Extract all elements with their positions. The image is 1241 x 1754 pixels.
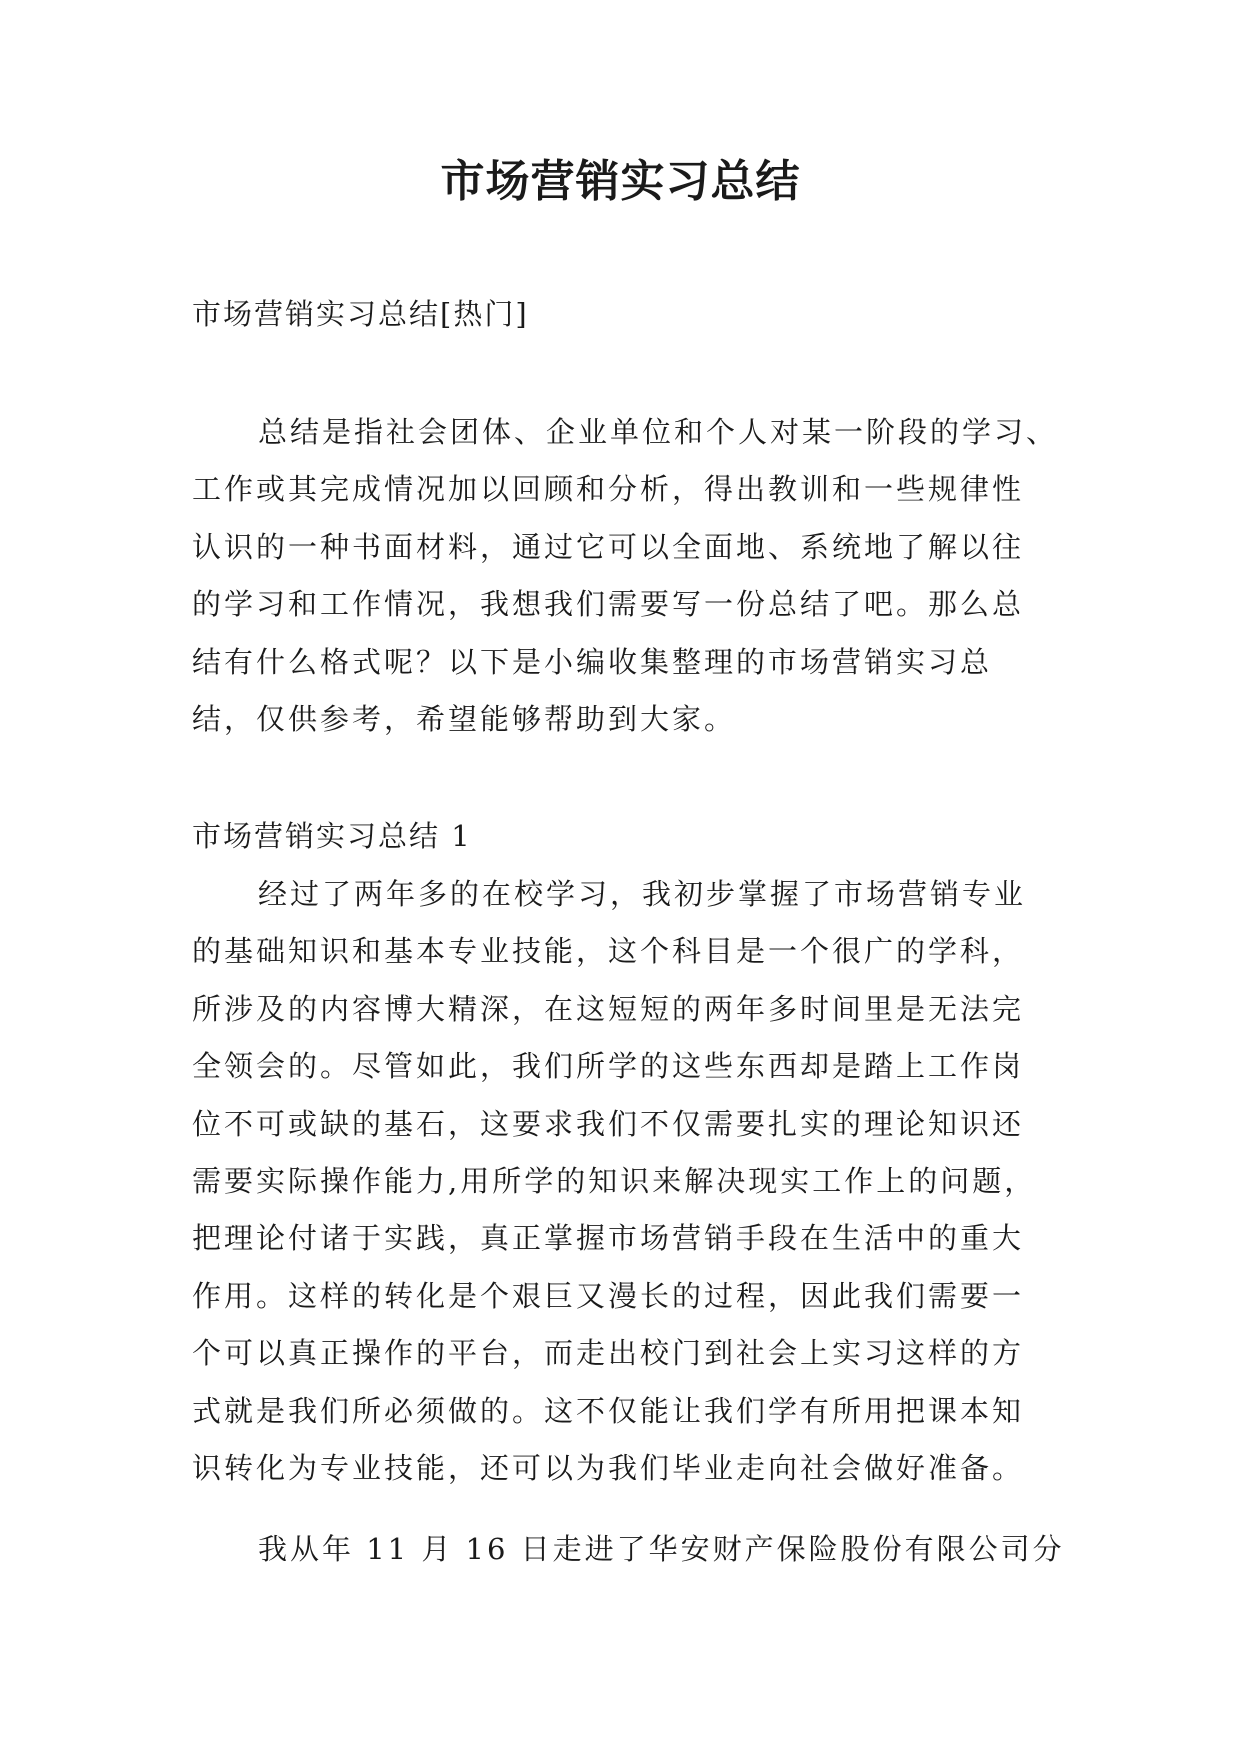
- section-paragraph: [192, 866, 1052, 1497]
- paragraph-line: 总结是指社会团体、企业单位和个人对某一阶段的学习、: [258, 415, 1059, 449]
- paragraph-line: 结有什么格式呢？以下是小编收集整理的市场营销实习总: [192, 644, 993, 679]
- paragraph-line: 位不可或缺的基石，这要求我们不仅需要扎实的理论知识还: [192, 1106, 1025, 1141]
- paragraph-line: 的基础知识和基本专业技能，这个科目是一个很广的学科，: [192, 934, 1025, 969]
- section-heading: 市场营销实习总结 1: [192, 819, 472, 853]
- intro-paragraph: [192, 404, 1059, 748]
- paragraph-line: 我从年 11 月 16 日走进了华安财产保险股份有限公司分: [258, 1532, 1065, 1566]
- paragraph-line: 个可以真正操作的平台，而走出校门到社会上实习这样的方: [192, 1336, 1025, 1371]
- paragraph-line: 全领会的。尽管如此，我们所学的这些东西却是踏上工作岗: [192, 1049, 1025, 1084]
- paragraph-line: 把理论付诸于实践，真正掌握市场营销手段在生活中的重大: [192, 1221, 1025, 1256]
- paragraph-line: 工作或其完成情况加以回顾和分析，得出教训和一些规律性: [192, 472, 1025, 507]
- paragraph-line: 式就是我们所必须做的。这不仅能让我们学有所用把课本知: [192, 1393, 1025, 1428]
- paragraph-line: 结，仅供参考，希望能够帮助到大家。: [192, 701, 737, 736]
- paragraph-line: 所涉及的内容博大精深，在这短短的两年多时间里是无法完: [192, 991, 1025, 1026]
- document-subtitle: 市场营销实习总结[热门]: [192, 297, 529, 331]
- paragraph-line: 作用。这样的转化是个艰巨又漫长的过程，因此我们需要一: [192, 1278, 1025, 1313]
- paragraph-line: 需要实际操作能力,用所学的知识来解决现实工作上的问题，: [192, 1163, 1037, 1198]
- paragraph-line: 识转化为专业技能，还可以为我们毕业走向社会做好准备。: [192, 1450, 1025, 1485]
- paragraph-line: 的学习和工作情况，我想我们需要写一份总结了吧。那么总: [192, 587, 1025, 622]
- document-title: 市场营销实习总结: [440, 156, 801, 207]
- paragraph-line: 认识的一种书面材料，通过它可以全面地、系统地了解以往: [192, 529, 1025, 564]
- paragraph-line: 经过了两年多的在校学习，我初步掌握了市场营销专业: [258, 877, 1027, 911]
- section-paragraph: [192, 1521, 1065, 1578]
